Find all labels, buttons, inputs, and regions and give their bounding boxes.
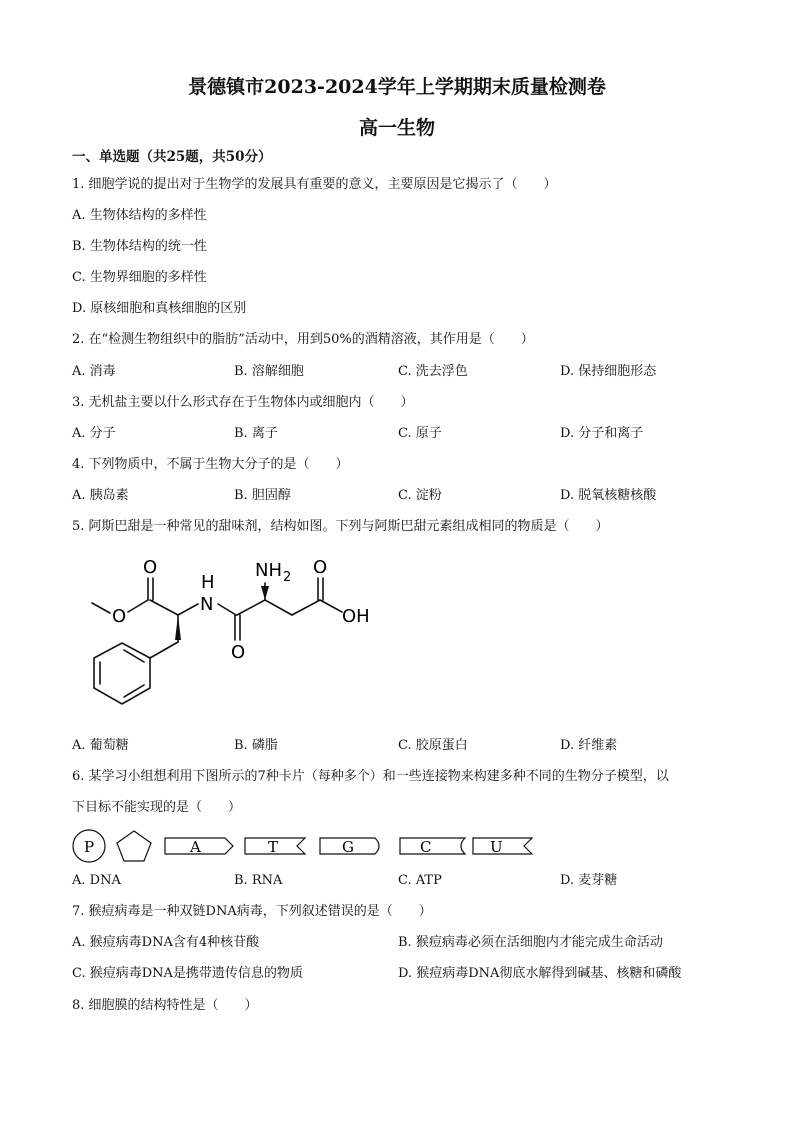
amide-carbonyl-o: O xyxy=(231,642,246,663)
question-4-option-d: D. 脱氧核糖核酸 xyxy=(560,488,657,503)
amine-nh: NH xyxy=(255,560,282,581)
question-2-option-d: D. 保持细胞形态 xyxy=(560,364,657,379)
question-7-option-c: C. 猴痘病毒DNA是携带遗传信息的物质 xyxy=(72,966,303,981)
question-8-stem: 8. 细胞膜的结构特性是（ ） xyxy=(72,998,258,1013)
question-7-stem: 7. 猴痘病毒是一种双链DNA病毒，下列叙述错误的是（ ） xyxy=(72,904,432,919)
question-7-option-d: D. 猴痘病毒DNA彻底水解得到碱基、核糖和磷酸 xyxy=(398,966,682,981)
question-2-option-b: B. 溶解细胞 xyxy=(234,364,304,379)
question-6-option-a: A. DNA xyxy=(72,873,121,888)
question-5-option-c: C. 胶原蛋白 xyxy=(398,738,468,753)
card-t-label: T xyxy=(268,838,279,856)
question-4-option-a: A. 胰岛素 xyxy=(72,488,129,503)
section-heading: 一、单选题（共25题，共50分） xyxy=(72,149,272,165)
question-5-stem: 5. 阿斯巴甜是一种常见的甜味剂，结构如图。下列与阿斯巴甜元素组成相同的物质是（ ） xyxy=(72,519,609,534)
question-6-option-b: B. RNA xyxy=(234,873,283,888)
question-4-stem: 4. 下列物质中，不属于生物大分子的是（ ） xyxy=(72,457,349,472)
ester-o: O xyxy=(112,606,127,627)
exam-title: 景德镇市2023-2024学年上学期期末质量检测卷 xyxy=(188,76,606,98)
question-6-stem-line2: 下目标不能实现的是（ ） xyxy=(72,800,242,815)
question-2-option-c: C. 洗去浮色 xyxy=(398,364,468,379)
question-3-option-c: C. 原子 xyxy=(398,426,442,441)
pentose-card xyxy=(117,831,151,861)
question-5-option-b: B. 磷脂 xyxy=(234,738,278,753)
question-1-option-c: C. 生物界细胞的多样性 xyxy=(72,270,207,285)
amide-h: H xyxy=(201,572,215,593)
card-g-label: G xyxy=(342,838,354,856)
aspartame-structure xyxy=(80,548,390,728)
model-cards xyxy=(70,828,540,864)
question-4-option-b: B. 胆固醇 xyxy=(234,488,291,503)
question-5-option-d: D. 纤维素 xyxy=(560,738,618,753)
question-3-option-a: A. 分子 xyxy=(72,426,116,441)
ester-carbonyl-o: O xyxy=(143,557,158,578)
exam-subtitle: 高一生物 xyxy=(358,117,435,139)
card-u-label: U xyxy=(490,838,503,856)
card-c-label: C xyxy=(420,838,432,856)
question-4-option-c: C. 淀粉 xyxy=(398,488,442,503)
acid-carbonyl-o: O xyxy=(313,557,328,578)
question-3-option-d: D. 分子和离子 xyxy=(560,426,644,441)
question-6-stem-line1: 6. 某学习小组想利用下图所示的7种卡片（每种多个）和一些连接物来构建多种不同的生物分子模型，以 xyxy=(72,769,669,784)
question-7-option-b: B. 猴痘病毒必须在活细胞内才能完成生命活动 xyxy=(398,935,663,950)
acid-oh: OH xyxy=(342,606,370,627)
amide-n: N xyxy=(200,594,214,615)
question-1-option-d: D. 原核细胞和真核细胞的区别 xyxy=(72,301,247,316)
card-p-label: P xyxy=(84,838,95,856)
question-3-option-b: B. 离子 xyxy=(234,426,278,441)
amine-subscript: 2 xyxy=(283,570,292,585)
question-5-option-a: A. 葡萄糖 xyxy=(72,738,129,753)
question-1-option-a: A. 生物体结构的多样性 xyxy=(72,208,207,223)
question-1-option-b: B. 生物体结构的统一性 xyxy=(72,239,207,254)
question-7-option-a: A. 猴痘病毒DNA含有4种核苷酸 xyxy=(72,935,260,950)
base-c-card xyxy=(400,838,465,854)
question-6-option-d: D. 麦芽糖 xyxy=(560,873,618,888)
question-2-option-a: A. 消毒 xyxy=(72,364,116,379)
card-a-label: A xyxy=(190,838,201,856)
question-3-stem: 3. 无机盐主要以什么形式存在于生物体内或细胞内（ ） xyxy=(72,395,414,410)
question-6-option-c: C. ATP xyxy=(398,873,442,888)
question-1-stem: 1. 细胞学说的提出对于生物学的发展具有重要的意义，主要原因是它揭示了（ ） xyxy=(72,177,557,192)
question-2-stem: 2. 在“检测生物组织中的脂肪”活动中，用到50%的酒精溶液，其作用是（ ） xyxy=(72,332,534,347)
